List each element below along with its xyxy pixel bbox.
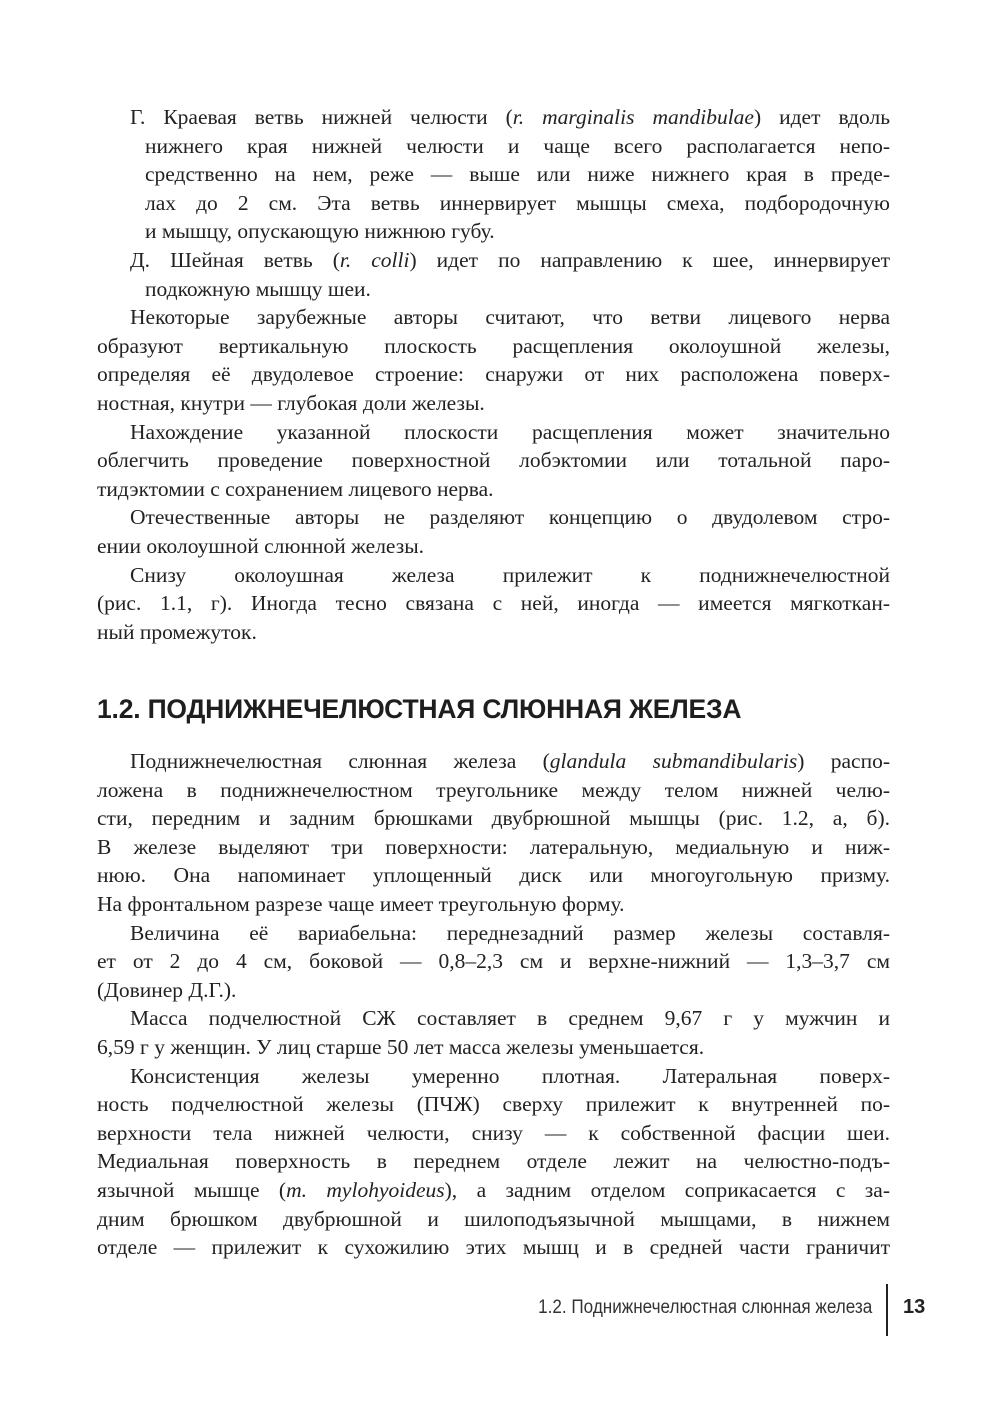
text-line [97,1205,890,1234]
text-run: Г. Краевая ветвь нижней челюсти ( [130,105,513,129]
text-run: ), а задним отделом соприкасается с за- [444,1177,891,1202]
text-line [97,532,890,561]
text-run: сти, передним и задним брюшками двубрюшной мышцы (рис. 1.2, а, б). [97,806,890,831]
text-run: верхности тела нижней челюсти, снизу — к собственной фасции шеи. [97,1120,890,1145]
text-run: облегчить проведение поверхностной лобэктомии или тотальной паро- [97,448,890,473]
text-run: ет от 2 до 4 см, боковой — 0,8–2,3 см и верхне-нижний — 1,3–3,7 см [97,949,890,974]
latin-term: r. colli [339,247,410,272]
text-run: Величина её вариабельна: переднезадний размер железы составля- [130,920,890,945]
text-run: тидэктомии с сохранением лицевого нерва. [97,476,494,501]
text-run: ении околоушной слюнной железы. [97,533,425,558]
text-line [97,976,890,1005]
text-line [97,103,890,132]
text-line [97,1147,890,1176]
text-line [97,217,890,246]
text-line [97,132,890,161]
text-line [97,1176,890,1205]
text-run: Консистенция железы умеренно плотная. Латеральная поверх- [130,1063,890,1088]
paragraph [97,503,890,560]
latin-term: r. marginalis mandibulae [512,105,754,129]
list-item [97,103,890,246]
text-run: Снизу околоушная железа прилежит к поднижнечелюстной [130,562,890,587]
text-run: нюю. Она напоминает уплощенный диск или многоугольную призму. [97,863,890,888]
text-line [97,776,890,805]
text-line [97,475,890,504]
paragraph [97,747,890,919]
text-run: 6,59 г у женщин. У лиц старше 50 лет масса железы уменьшается. [97,1034,705,1059]
text-line [97,618,890,647]
text-line [97,360,890,389]
text-run: Некоторые зарубежные авторы считают, что ветви лицевого нерва [130,305,890,330]
text-run: ) идет по направлению к шее, иннервирует [409,247,891,272]
text-run: ный промежуток. [97,619,257,644]
text-line [97,890,890,919]
text-line [97,1004,890,1033]
paragraph [97,418,890,504]
text-run: На фронтальном разрезе чаще имеет треугольную форму. [97,891,625,916]
text-run: и мышцу, опускающую нижнюю губу. [145,219,495,244]
text-run: дним брюшком двубрюшной и шилоподъязычной мышцами, в нижнем [97,1206,890,1231]
text-line [97,1033,890,1062]
text-line [97,947,890,976]
text-run: определяя её двудолевое строение: снаружи от них расположена поверх- [97,362,890,387]
latin-term: glandula submandibularis [549,749,798,773]
text-line [97,1233,890,1262]
text-run: отделе — прилежит к сухожилию этих мышц и в средней части граничит [97,1235,890,1260]
text-run: нижнего края нижней челюсти и чаще всего располагается непо- [145,133,890,158]
text-run: Поднижнечелюстная слюнная железа ( [130,749,550,773]
text-run: ) распо- [797,749,890,773]
text-run: ность подчелюстной железы (ПЧЖ) сверху прилежит к внутренней по- [97,1092,890,1117]
text-line [97,1062,890,1091]
text-run: средственно на нем, реже — выше или ниже нижнего края в преде- [145,162,890,187]
text-run: подкожную мышцу шеи. [145,276,371,301]
section-heading: 1.2. ПОДНИЖНЕЧЕЛЮСТНАЯ СЛЮННАЯ ЖЕЛЕЗА [97,694,742,724]
running-footer-title: 1.2. Поднижнечелюстная слюнная железа [537,1297,872,1318]
text-run: язычной мышце ( [97,1177,287,1202]
text-line [97,246,890,275]
text-line [97,303,890,332]
text-line [97,1090,890,1119]
text-line [97,561,890,590]
text-line [97,160,890,189]
text-run: Нахождение указанной плоскости расщепления может значительно [130,419,890,444]
text-line [97,389,890,418]
text-run: Д. Шейная ветвь ( [130,247,340,272]
list-item [97,246,890,303]
text-run: Медиальная поверхность в переднем отделе лежит на челюстно-подъ- [97,1149,890,1174]
paragraph [97,561,890,647]
text-run: (рис. 1.1, г). Иногда тесно связана с ней, иногда — имеется мягкоткан- [97,591,890,616]
text-block-parotid-continued [97,103,890,646]
text-run: Масса подчелюстной СЖ составляет в среднем 9,67 г у мужчин и [130,1006,890,1031]
text-line [97,189,890,218]
text-run: (Довинер Д.Г.). [97,977,237,1002]
text-run: ложена в поднижнечелюстном треугольнике между телом нижней челю- [97,777,890,802]
text-run: В железе выделяют три поверхности: латеральную, медиальную и ниж- [97,834,890,859]
text-line [97,861,890,890]
paragraph [97,919,890,1005]
text-line [97,747,890,776]
paragraph [97,303,890,417]
text-line [97,503,890,532]
paragraph [97,1004,890,1061]
text-line [97,833,890,862]
text-line [97,919,890,948]
text-line [97,1119,890,1148]
text-run: лах до 2 см. Эта ветвь иннервирует мышцы смеха, подбородочную [145,190,890,215]
text-block-submandibular [97,747,890,1262]
footer-divider [886,1284,888,1336]
latin-term: m. mylohyoideus [286,1177,445,1202]
text-run: образуют вертикальную плоскость расщепления околоушной железы, [97,333,890,358]
text-run: ностная, кнутри — глубокая доли железы. [97,390,485,415]
text-run: ) идет вдоль [753,105,890,129]
text-line [97,446,890,475]
paragraph [97,1062,890,1262]
text-line [97,275,890,304]
text-line [97,804,890,833]
text-line [97,332,890,361]
text-line [97,589,890,618]
text-line [97,418,890,447]
text-run: Отечественные авторы не разделяют концепцию о двудолевом стро- [130,505,890,530]
page-number: 13 [903,1296,926,1318]
